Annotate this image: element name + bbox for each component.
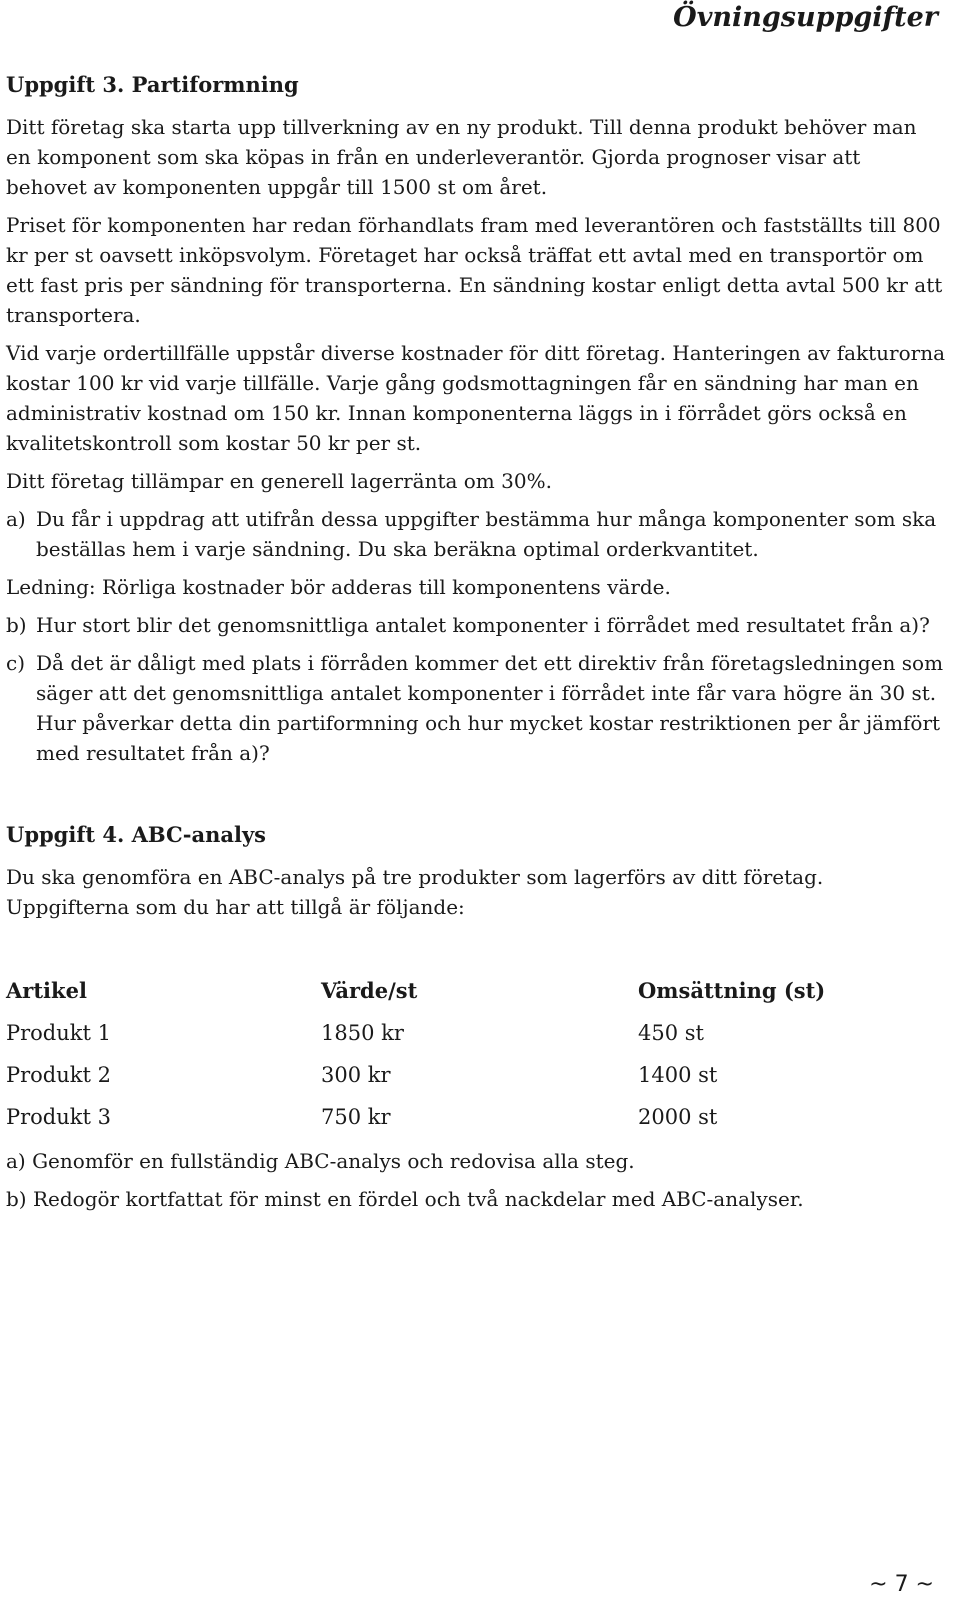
table-header-row <box>6 970 825 1012</box>
column-header-varde: Värde/st <box>321 978 418 1003</box>
task3-paragraph-2: Priset för komponenten har redan förhandlats fram med leverantören och fastställts till 800 kr per st oavsett inköpsvolym. Företaget har också träffat ett avtal med en transportör om ett fast pris per sändning för transporterna. En sändning kostar enligt detta avtal 500 kr att transportera. <box>6 213 943 327</box>
task4-section <box>6 820 946 1214</box>
table-cell: Produkt 3 <box>6 1105 111 1129</box>
task4-question-a: a) Genomför en fullständig ABC-analys och redovisa alla steg. <box>6 1149 635 1173</box>
task3-heading: Uppgift 3. Partiformning <box>6 72 299 97</box>
table-cell: Produkt 1 <box>6 1021 111 1045</box>
question-a-text: Du får i uppdrag att utifrån dessa uppgifter bestämma hur många komponenter som ska beställas hem i varje sändning. Du ska beräkna optimal orderkvantitet. <box>36 507 937 561</box>
table-cell: 450 st <box>638 1021 704 1045</box>
document-body <box>6 70 946 1222</box>
question-c-label: c) <box>6 651 26 675</box>
task3-question-b <box>6 610 946 640</box>
table-row <box>6 1012 825 1054</box>
task4-intro: Du ska genomföra en ABC-analys på tre produkter som lagerförs av ditt företag. Uppgifterna som du har att tillgå är följande: <box>6 865 824 919</box>
table-cell: Produkt 2 <box>6 1063 111 1087</box>
product-table <box>6 970 825 1138</box>
task4-heading: Uppgift 4. ABC-analys <box>6 822 266 847</box>
question-c-text: Då det är dåligt med plats i förråden kommer det ett direktiv från företagsledningen som säger att det genomsnittliga antalet komponenter i förrådet inte får vara högre än 30 st. Hur påverkar detta din partiformning och hur mycket kostar restriktionen per år jämfört med resultatet från a)? <box>36 651 944 765</box>
table-cell: 2000 st <box>638 1105 718 1129</box>
table-row <box>6 1096 825 1138</box>
table-cell: 300 kr <box>321 1063 391 1087</box>
page-header-title: Övningsuppgifter <box>673 2 938 33</box>
question-b-label: b) <box>6 613 27 637</box>
task3-paragraph-1: Ditt företag ska starta upp tillverkning av en ny produkt. Till denna produkt behöver man en komponent som ska köpas in från en underleverantör. Gjorda prognoser visar att behovet av komponenten uppgår till 1500 st om året. <box>6 115 917 199</box>
page-number: ~ 7 ~ <box>869 1572 934 1597</box>
column-header-omsattning: Omsättning (st) <box>638 978 826 1003</box>
task3-paragraph-3: Vid varje ordertillfälle uppstår diverse kostnader för ditt företag. Hanteringen av fakturorna kostar 100 kr vid varje tillfälle. Varje gång godsmottagningen får en sändning har man en administrativ kostnad om 150 kr. Innan komponenterna läggs in i förrådet görs också en kvalitetskontroll som kostar 50 kr per st. <box>6 341 946 455</box>
question-a-label: a) <box>6 507 26 531</box>
task3-hint: Ledning: Rörliga kostnader bör adderas till komponentens värde. <box>6 575 671 599</box>
task4-question-b: b) Redogör kortfattat för minst en fördel och två nackdelar med ABC-analyser. <box>6 1187 804 1211</box>
column-header-artikel: Artikel <box>6 978 87 1003</box>
task3-paragraph-4: Ditt företag tillämpar en generell lagerränta om 30%. <box>6 469 552 493</box>
table-row <box>6 1054 825 1096</box>
task3-question-a <box>6 504 946 564</box>
table-cell: 750 kr <box>321 1105 391 1129</box>
table-cell: 1850 kr <box>321 1021 404 1045</box>
table-cell: 1400 st <box>638 1063 718 1087</box>
question-b-text: Hur stort blir det genomsnittliga antalet komponenter i förrådet med resultatet från a)? <box>36 613 930 637</box>
task3-question-c <box>6 648 946 768</box>
